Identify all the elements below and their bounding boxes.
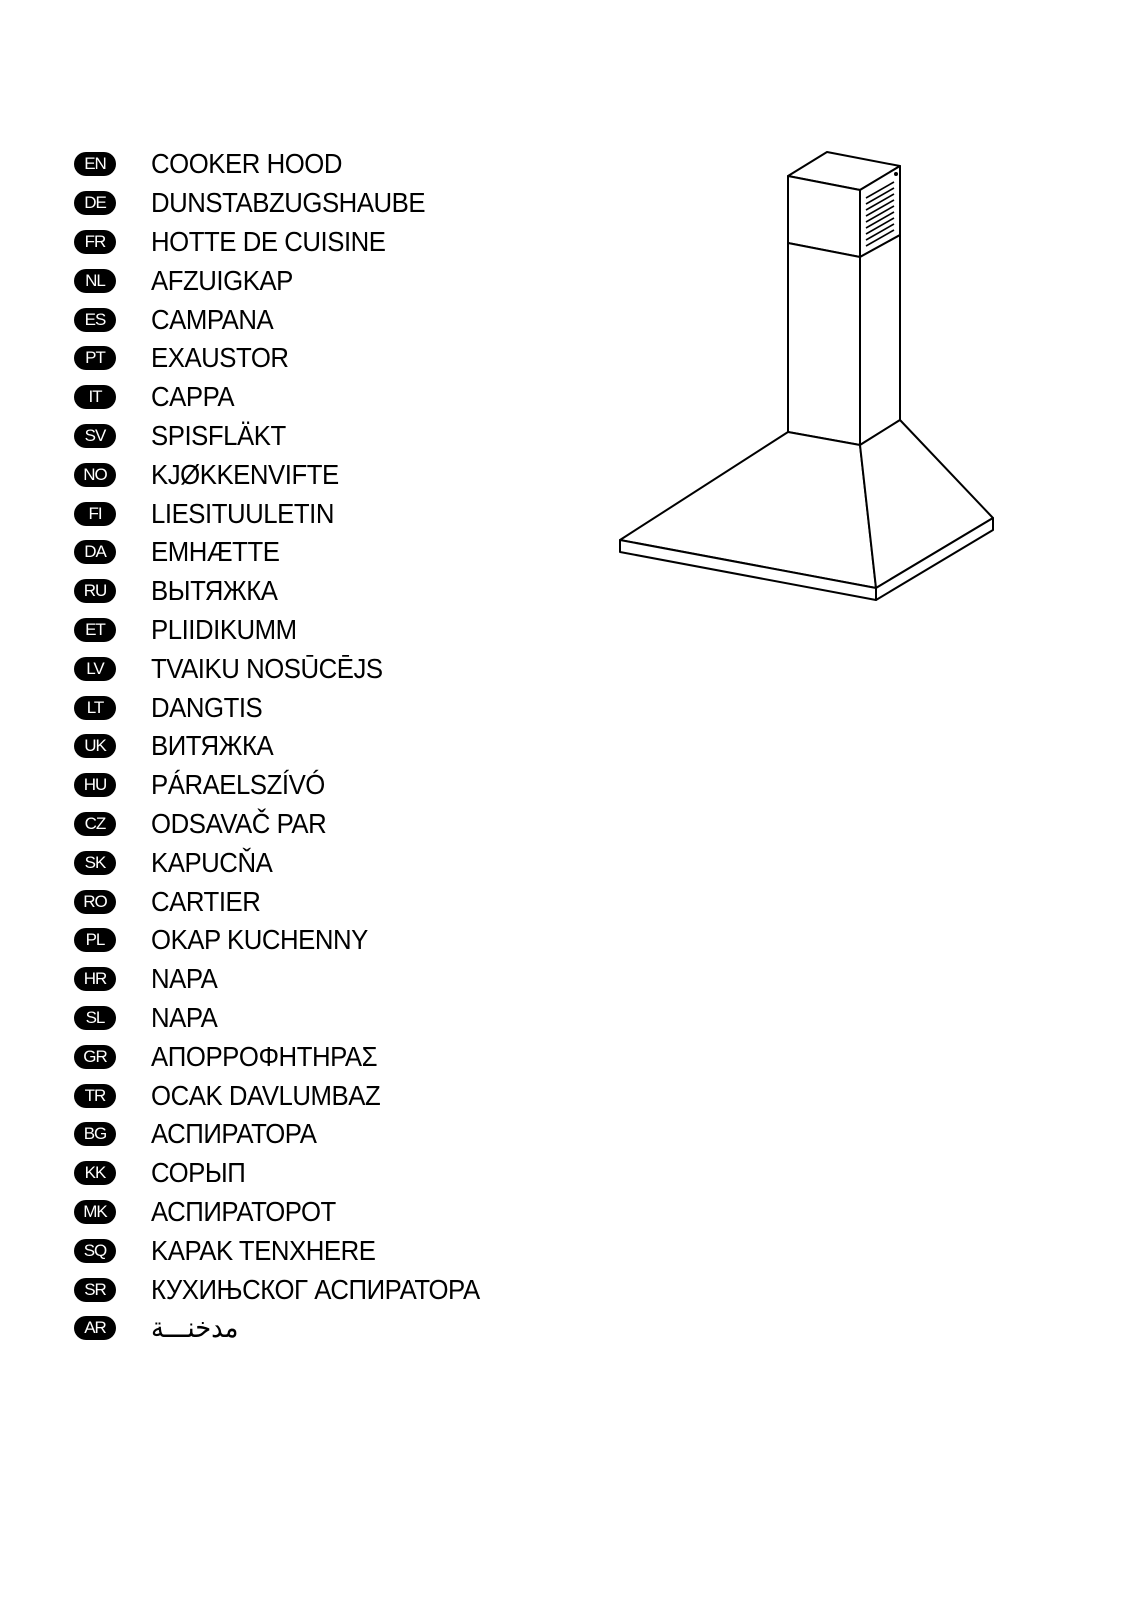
language-row-ar [74, 1309, 508, 1348]
product-name: COOKER HOOD [151, 148, 343, 180]
language-row-et [74, 611, 508, 650]
chimney-cooker-hood-icon [600, 130, 1020, 620]
product-name: AFZUIGKAP [151, 264, 293, 296]
language-code-badge: ET [74, 618, 116, 642]
language-code-badge: MK [74, 1200, 116, 1224]
product-name: TVAIKU NOSŪCĒJS [151, 652, 383, 684]
product-name: CARTIER [151, 885, 261, 917]
product-name: DUNSTABZUGSHAUBE [151, 187, 426, 219]
product-name: ВЫТЯЖКА [151, 575, 278, 607]
product-name: OCAK DAVLUMBAZ [151, 1079, 381, 1111]
language-code-badge: NO [74, 463, 116, 487]
product-name: АСПИРАТОРА [151, 1118, 317, 1150]
language-code-badge: AR [74, 1316, 116, 1340]
language-row-sv [74, 417, 508, 456]
language-code-badge: ES [74, 308, 116, 332]
product-name: ВИТЯЖКА [151, 730, 274, 762]
product-name: LIESITUULETIN [151, 497, 334, 529]
language-row-es [74, 300, 508, 339]
product-name: EMHÆTTE [151, 536, 280, 568]
product-name: NAPA [151, 963, 218, 995]
language-row-nl [74, 261, 508, 300]
language-row-lv [74, 649, 508, 688]
language-row-pl [74, 921, 508, 960]
product-name: PLIIDIKUMM [151, 613, 297, 645]
product-name: СОРЫП [151, 1157, 246, 1189]
product-name: مدخنـــة [151, 1312, 239, 1344]
language-list [74, 145, 508, 1348]
language-row-da [74, 533, 508, 572]
language-row-ro [74, 882, 508, 921]
product-name: OKAP KUCHENNY [151, 924, 368, 956]
language-code-badge: SQ [74, 1239, 116, 1263]
language-code-badge: PT [74, 346, 116, 370]
language-code-badge: DA [74, 540, 116, 564]
language-row-cz [74, 805, 508, 844]
product-name: NAPA [151, 1001, 218, 1033]
language-row-uk [74, 727, 508, 766]
language-row-kk [74, 1154, 508, 1193]
language-row-it [74, 378, 508, 417]
product-name: ΑΠΟΡΡΟΦΗΤΗΡΑΣ [151, 1040, 378, 1072]
language-code-badge: SV [74, 424, 116, 448]
product-name: HOTTE DE CUISINE [151, 225, 386, 257]
product-name: KAPAK TENXHERE [151, 1234, 376, 1266]
language-row-hr [74, 960, 508, 999]
product-name: KJØKKENVIFTE [151, 458, 339, 490]
language-code-badge: SL [74, 1006, 116, 1030]
language-code-badge: GR [74, 1045, 116, 1069]
language-row-hu [74, 766, 508, 805]
language-code-badge: LV [74, 657, 116, 681]
language-code-badge: EN [74, 152, 116, 176]
language-row-mk [74, 1193, 508, 1232]
language-row-sq [74, 1231, 508, 1270]
language-row-bg [74, 1115, 508, 1154]
language-row-en [74, 145, 508, 184]
language-code-badge: CZ [74, 812, 116, 836]
product-name: DANGTIS [151, 691, 263, 723]
language-code-badge: DE [74, 191, 116, 215]
language-row-lt [74, 688, 508, 727]
language-code-badge: FR [74, 230, 116, 254]
language-code-badge: SK [74, 851, 116, 875]
product-name: SPISFLÄKT [151, 419, 286, 451]
product-name: PÁRAELSZÍVÓ [151, 769, 325, 801]
language-row-ru [74, 572, 508, 611]
product-name: KAPUCŇA [151, 846, 273, 878]
language-row-pt [74, 339, 508, 378]
product-name: ODSAVAČ PAR [151, 807, 327, 839]
language-code-badge: KK [74, 1161, 116, 1185]
language-code-badge: LT [74, 696, 116, 720]
language-code-badge: IT [74, 385, 116, 409]
language-code-badge: NL [74, 269, 116, 293]
language-row-tr [74, 1076, 508, 1115]
product-name: EXAUSTOR [151, 342, 289, 374]
language-row-sl [74, 999, 508, 1038]
language-code-badge: BG [74, 1122, 116, 1146]
language-code-badge: PL [74, 928, 116, 952]
language-code-badge: SR [74, 1278, 116, 1302]
product-name: КУХИЊСКОГ АСПИРАТОРА [151, 1273, 480, 1305]
language-code-badge: RU [74, 579, 116, 603]
language-code-badge: TR [74, 1084, 116, 1108]
language-row-sr [74, 1270, 508, 1309]
language-row-gr [74, 1037, 508, 1076]
product-name: АСПИРАТОРОТ [151, 1195, 336, 1227]
language-code-badge: HR [74, 967, 116, 991]
language-row-fr [74, 223, 508, 262]
language-code-badge: FI [74, 502, 116, 526]
product-name: CAPPA [151, 381, 235, 413]
language-row-no [74, 455, 508, 494]
language-row-fi [74, 494, 508, 533]
language-row-de [74, 184, 508, 223]
language-code-badge: HU [74, 773, 116, 797]
language-code-badge: RO [74, 890, 116, 914]
language-code-badge: UK [74, 734, 116, 758]
product-name: CAMPANA [151, 303, 274, 335]
language-row-sk [74, 843, 508, 882]
